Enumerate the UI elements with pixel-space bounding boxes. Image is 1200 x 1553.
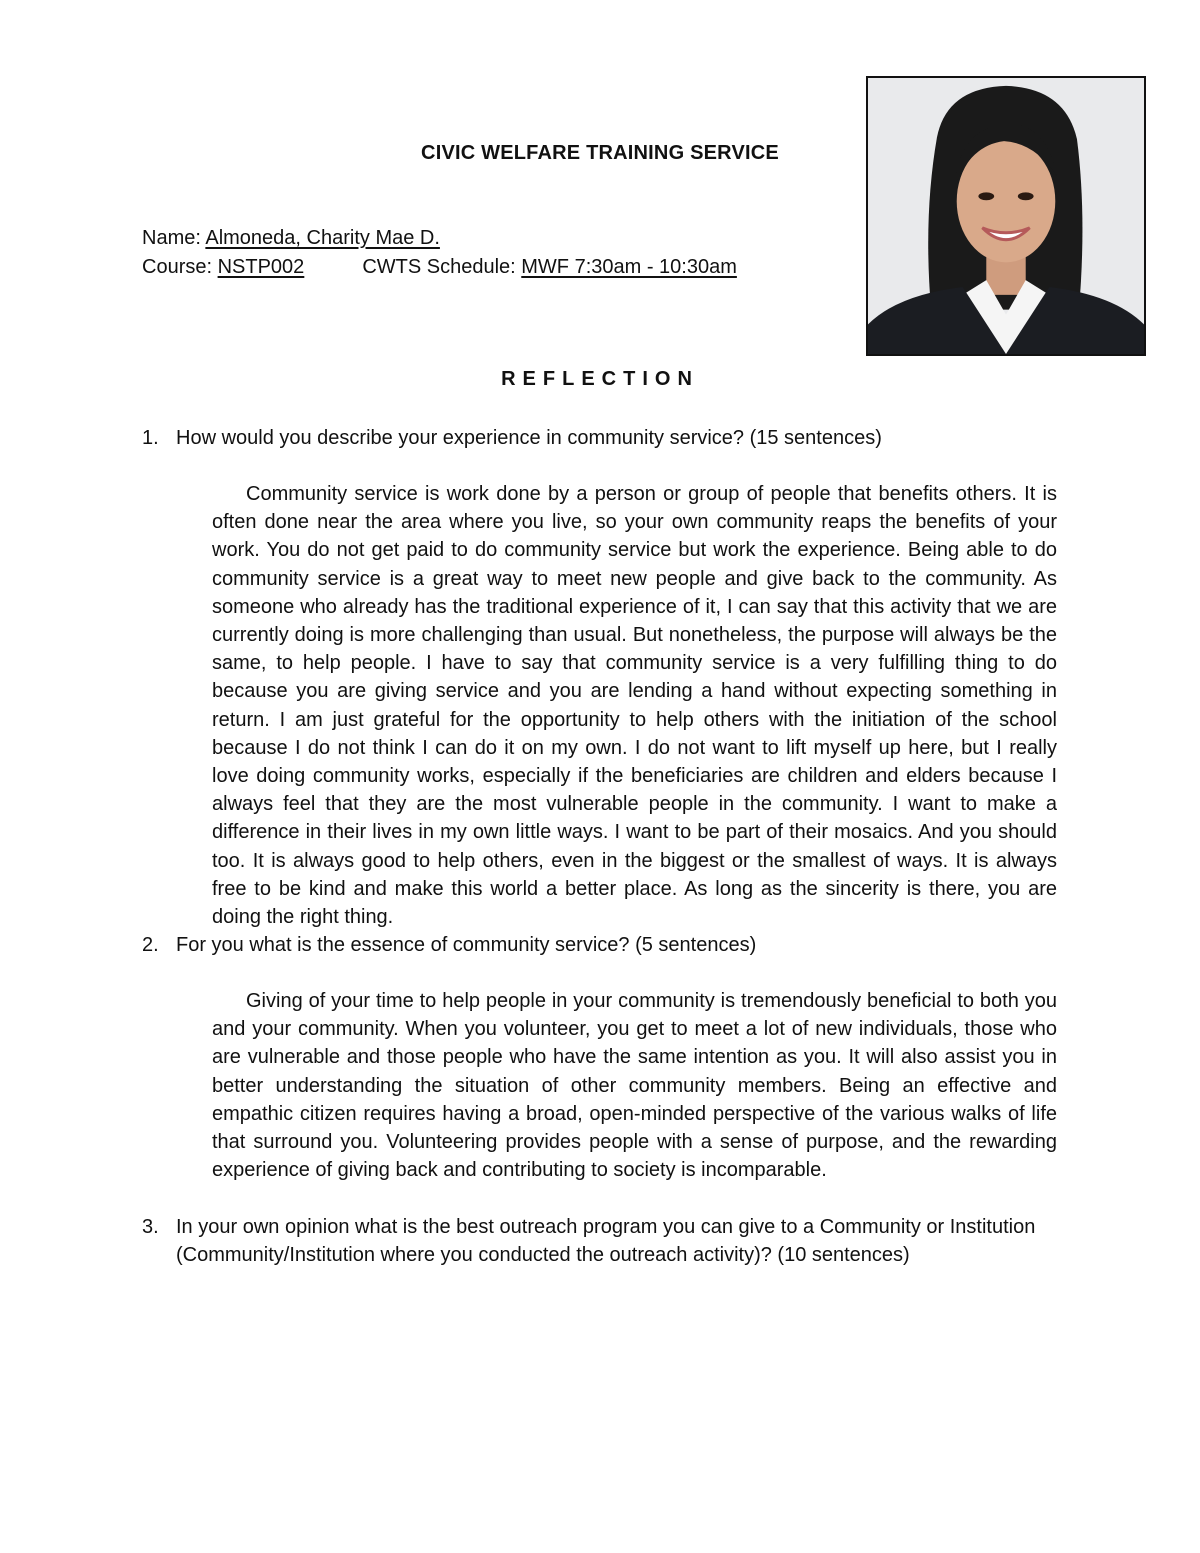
answer-1: Community service is work done by a person or group of people that benefits others. It is often done near the area where you live, so your own community reaps the benefits of your work. You do not get paid to do community service but work the experience. Being able to do community service is a great way to meet new people and give back to the community. As someone who already has the traditional experience of it, I can say that this activity that we are currently doing is more challenging than usual. But nonetheless, the purpose will always be the same, to help people. I have to say that community service is a very fulfilling thing to do because you are giving service and you are lending a hand without expecting something in return. I am just grateful for the opportunity to help others with the initiation of the school because I do not think I can do it on my own. I do not want to lift myself up here, but I really love doing community works, especially if the beneficiaries are children and elders because I always feel that they are the most vulnerable people in the community. I want to make a difference in their lives in my own little ways. I want to be part of their mosaics. And you should too. It is always good to help others, even in the biggest or the smallest of ways. It is always free to be kind and make this world a better place. As long as the sincerity is there, you are doing the right thing.: [212, 483, 1057, 929]
name-value: Almoneda, Charity Mae D.: [205, 227, 440, 249]
schedule-label: CWTS Schedule:: [362, 256, 522, 278]
question-number: 3.: [142, 1216, 159, 1238]
question-number: 1.: [142, 427, 159, 449]
section-title: REFLECTION: [501, 368, 699, 390]
course-value: NSTP002: [217, 256, 305, 278]
name-label: Name:: [142, 227, 206, 249]
question-text: In your own opinion what is the best outreach program you can give to a Community or Institution (Community/Institution where you conducted the outreach activity)? (10 sentences): [176, 1216, 1036, 1266]
portrait-illustration: [868, 78, 1144, 354]
course-line: [142, 254, 737, 280]
document-title: CIVIC WELFARE TRAINING SERVICE: [421, 142, 779, 164]
answer-2: Giving of your time to help people in your community is tremendously beneficial to both you and your community. When you volunteer, you get to meet a lot of new individuals, those who are vulnerable and those people who have the same intention as you. It will also assist you in better understanding the situation of other community members. Being an effective and empathic citizen requires having a broad, open-minded perspective of the various walks of life that surround you. Volunteering provides people with a sense of purpose, and the rewarding experience of giving back and contributing to society is incomparable.: [212, 990, 1057, 1182]
question-number: 2.: [142, 934, 159, 956]
id-photo: [866, 76, 1146, 356]
course-label: Course:: [142, 256, 218, 278]
schedule-value: MWF 7:30am - 10:30am: [521, 256, 737, 278]
name-line: [142, 225, 440, 251]
question-text: How would you describe your experience in community service? (15 sentences): [176, 427, 882, 449]
question-text: For you what is the essence of community service? (5 sentences): [176, 934, 757, 956]
